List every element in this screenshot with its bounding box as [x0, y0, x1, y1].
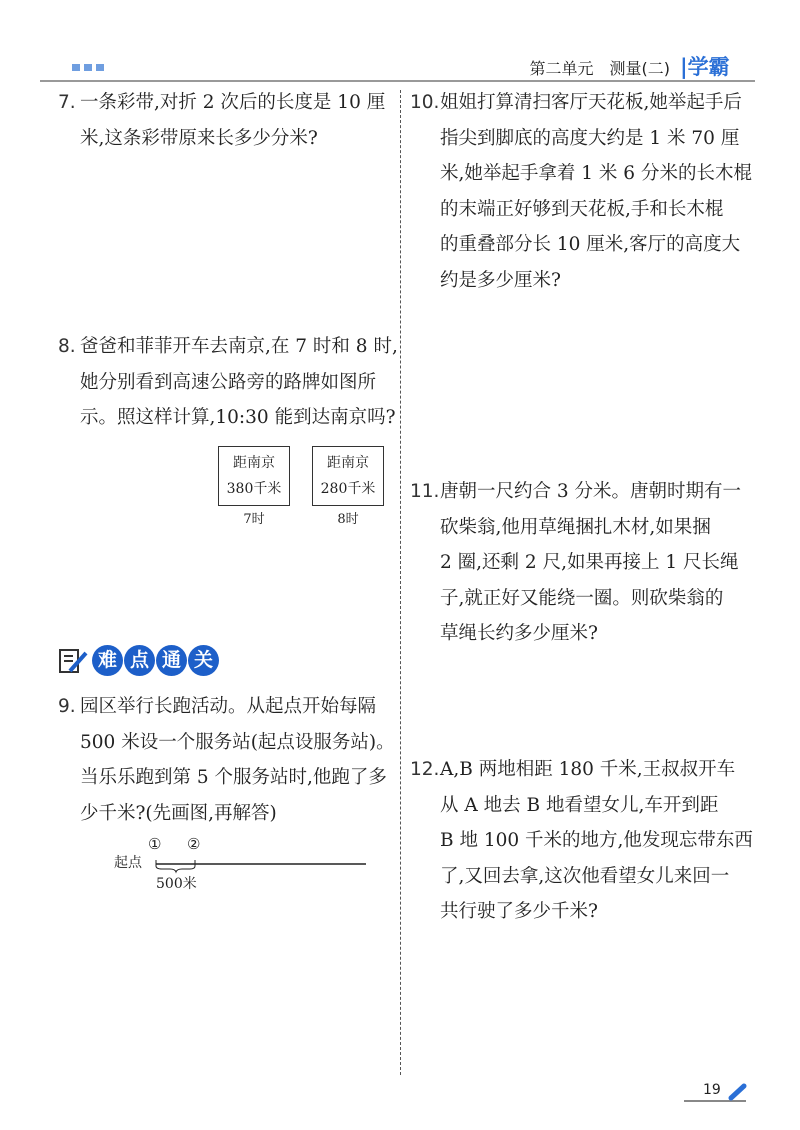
unit-title: 第二单元 测量(二)	[529, 59, 670, 78]
pencil-icon	[728, 1083, 748, 1101]
column-divider	[400, 90, 401, 1075]
section-header	[58, 645, 216, 676]
section-char: 点	[124, 645, 155, 676]
question-12: 12. A,B 两地相距 180 千米,王叔叔开车 从 A 地去 B 地看望女儿,车开到距 B 地 100 千米的地方,他发现忘带东西 了,又回去拿,这次他看望女儿来回一 共行驶了多少千米?	[410, 759, 753, 922]
sign-time-label: 8时	[337, 512, 359, 527]
header-rule	[40, 80, 755, 82]
section-char: 难	[92, 645, 123, 676]
question-10: 10. 姐姐打算清扫客厅天花板,她举起手后 指尖到脚底的高度大约是 1 米 70 厘 米,她举起手拿着 1 米 6 分米的长木棍 的末端正好够到天花板,手和长木棍 的重叠部分长 10 厘米,客厅的高度大 约是多少厘米?	[410, 92, 752, 291]
road-sign-8: 距南京 280千米	[312, 446, 384, 506]
header-decoration	[84, 64, 92, 71]
diagram-mark-1: ①	[148, 835, 162, 853]
diagram-start-label: 起点	[114, 855, 142, 871]
page-number: 19	[703, 1082, 721, 1098]
line-segment-diagram	[150, 858, 370, 874]
question-11: 11. 唐朝一尺约合 3 分米。唐朝时期有一 砍柴翁,他用草绳捆扎木材,如果捆 2 圈,还剩 2 尺,如果再接上 1 尺长绳 子,就正好又能绕一圈。则砍柴翁的 草绳长约多少厘米?	[410, 481, 742, 644]
sign-time-label: 7时	[243, 512, 265, 527]
section-char: 关	[188, 645, 219, 676]
road-sign-7: 距南京 380千米	[218, 446, 290, 506]
notebook-pencil-icon	[58, 647, 88, 675]
question-9: 9. 园区举行长跑活动。从起点开始每隔 500 米设一个服务站(起点设服务站)。 当乐乐跑到第 5 个服务站时,他跑了多 少千米?(先画图,再解答)	[58, 696, 395, 824]
question-7: 7. 一条彩带,对折 2 次后的长度是 10 厘 米,这条彩带原来长多少分米?	[58, 92, 386, 149]
diagram-mark-2: ②	[187, 835, 201, 853]
diagram-segment-label: 500米	[156, 876, 197, 892]
question-8: 8. 爸爸和菲菲开车去南京,在 7 时和 8 时, 她分别看到高速公路旁的路牌如图所 示。照这样计算,10:30 能到达南京吗?	[58, 336, 398, 428]
header-decoration	[72, 64, 80, 71]
logo: |学霸	[680, 55, 730, 79]
section-char: 通	[156, 645, 187, 676]
header-decoration	[96, 64, 104, 71]
